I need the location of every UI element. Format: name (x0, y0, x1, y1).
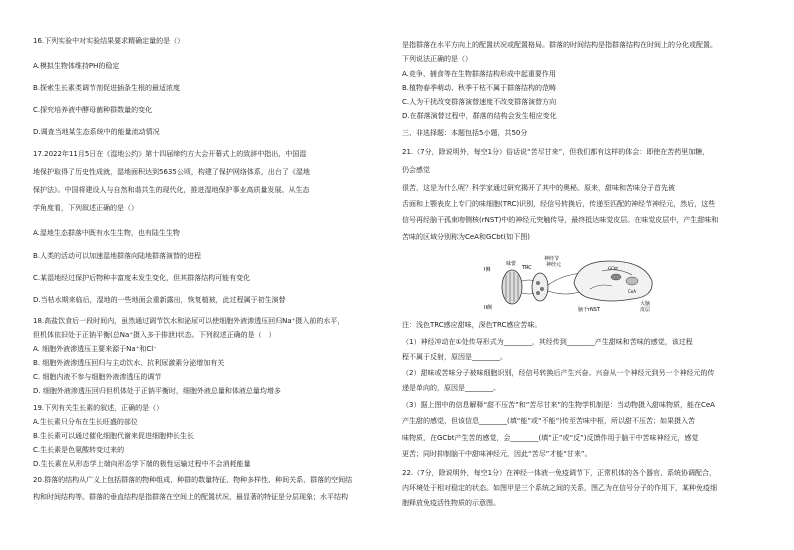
q21-part-1-cont: 程不属于反射，原因是________。 (402, 353, 507, 361)
q20-cont-line-2: 下列说法正确的是（） (402, 55, 472, 63)
q21-figure-note: 注：浅色TRC感应甜味，深色TRC感应苦味。 (402, 321, 542, 329)
q16-stem: 16.下列实验中对实验结果要求精确定量的是（） (33, 37, 185, 45)
q17-option-c: C.某湿地经过保护后物种丰富度未发生变化，但其群落结构可能有变化 (33, 274, 251, 282)
q18-stem-1: 18.高盐饮食后一段时间内，虽然通过调节饮水和泌尿可以使细胞外液渗透压回归Na⁺摄入前的水平， (33, 317, 345, 325)
q17-option-b: B.人类的活动可以加速湿地群落向陆地群落演替的进程 (33, 252, 202, 260)
q21-part-3-cont-3: 更苦；同时抑制脑干中甜味神经元，因此“苦尽”才能“甘来”。 (402, 450, 592, 458)
q17-stem-1: 17.2022年11月5日在《湿地公约》第十四届缔约方大会开幕式上的致辞中指出，中国湿 (33, 150, 307, 158)
ganglion-shape (532, 273, 548, 301)
cea-region (626, 277, 638, 285)
q22-line-3: 胞释放免疫活性物质的示意图。 (402, 499, 500, 507)
taste-pathway-svg (482, 253, 662, 315)
q21-line-5: 信号再经脑干孤束吻侧核(rNST)中的神经元突触传导，最终抵达味觉皮层。在味觉皮层中，产生甜味和 (402, 216, 719, 224)
q19-option-d: D.生长素在从形态学上端向形态学下端的极性运输过程中不会消耗能量 (33, 460, 251, 468)
q17-stem-2: 地保护取得了历史性成就，湿地面积达到5635公顷，构建了保护网络体系，出台了《湿地 (33, 168, 310, 176)
q20-option-b: B.植物春季萌动、秋季干枯不属于群落结构的范畴 (402, 84, 557, 92)
q18-option-d: D. 细胞外液渗透压回归但机体处于正钠平衡时，细胞外液总量和体液总量均增多 (33, 387, 281, 395)
q21-line-4: 舌面和上颚表皮上专门的味细胞(TRC)识别，经信号转换后，传递至匹配的神经节神经元，然后，这些 (402, 200, 716, 208)
q18-option-a: A. 细胞外液渗透压主要来源于Na⁺和Cl⁻ (33, 345, 157, 353)
q17-stem-4: 学角度看，下列叙述正确的是（） (33, 204, 138, 212)
gcbt-region (611, 274, 621, 280)
q21-part-1: （1）神经冲动在①处传导形式为________，其经传到________产生甜味和苦味的感觉，该过程 (402, 338, 693, 346)
q22-line-2: 内环境处于相对稳定的状态。如图甲是三个系统之间的关系，图乙为在信号分子的作用下，某种免疫细 (402, 484, 717, 492)
q21-line-3: 很苦，这是为什么呢？科学家通过研究揭开了其中的奥秘。原来，甜味和苦味分子首先被 (402, 184, 675, 192)
q18-option-c: C. 细胞内液不参与细胞外液渗透压的调节 (33, 373, 162, 381)
q17-option-d: D.当枯水期来临后，湿地的一些地面会重新露出，恢复植被，此过程属于初生演替 (33, 296, 286, 304)
q17-option-a: A.湿地生态群落中既有水生生物，也有陆生生物 (33, 229, 180, 237)
taste-pathway-diagram (482, 253, 662, 315)
q21-part-3-cont-2: 味物质，在GCbt产生苦的感觉，会________(填“正”或“反”)反馈作用于脑干中苦味神经元，感觉 (402, 434, 699, 442)
q16-option-b: B.探索生长素类调节剂促进插条生根的最适浓度 (33, 84, 181, 92)
fig-label-ganglion: 神经节 (544, 256, 560, 262)
q21-line-1: 21.（7分，除说明外，每空1分）俗话说“苦尽甘来”，但我们都有这样的体会：即使在苦药里加糖， (402, 148, 710, 156)
q20-stem-2: 构和时间结构等。群落的垂直结构是指群落在空间上的配置状况，最显著的特征是分层现象；水平结构 (33, 493, 348, 501)
fig-label-rnst: 脑干rNST (578, 307, 601, 313)
q21-part-2: （2）甜味或苦味分子被味细胞识别，经信号转换后产生兴奋。兴奋从一个神经元到另一个神经元的传 (402, 369, 715, 377)
fig-label-cea: CeA (628, 289, 636, 294)
fig-label-side-1: I侧 (484, 267, 491, 273)
q21-line-6: 苦味的区域分别称为CeA和GCbt(如下图) (402, 233, 530, 241)
q21-part-3: （3）据上图中的信息解释“甜不压苦”和“苦尽甘来”的生物学机制是：当动物摄入甜味物质，能在CeA (402, 401, 715, 409)
q21-part-2-cont: 递是单向的，原因是________。 (402, 384, 500, 392)
fig-label-neuron: 神经元 (546, 262, 562, 268)
q20-option-a: A.竞争、捕食等在生物群落结构形成中起重要作用 (402, 70, 556, 78)
fig-label-cortex-1: 大脑 (640, 301, 651, 307)
q18-stem-2: 但机体依旧处于正钠平衡(总Na⁺摄入多于排泄)状态。下列叙述正确的是（ ） (33, 331, 276, 339)
q22-line-1: 22.（7分，除说明外，每空1分）在神经一体液一免疫调节下，正常机体的各个器官、系统协调配合， (402, 469, 717, 477)
fig-label-trc: TRC (522, 265, 532, 271)
q19-option-c: C.生长素是色氨酸转变过来的 (33, 446, 125, 454)
section-3-heading: 三、非选择题：本题包括5小题，共50分 (402, 129, 528, 137)
q16-option-c: C.探究培养液中酵母菌种群数量的变化 (33, 106, 153, 114)
q18-option-b: B. 细胞外液渗透压回归与主动饮水、抗利尿激素分泌增加有关 (33, 359, 225, 367)
q19-option-b: B.生长素可以通过催化细胞代谢来促进细胞伸长生长 (33, 432, 195, 440)
q19-option-a: A.生长素只分布在生长旺盛的部位 (33, 418, 138, 426)
q20-option-c: C.人为干扰改变群落演替速度不改变群落演替方向 (402, 98, 557, 106)
q17-stem-3: 保护法》。中国将建设人与自然和谐共生的现代化，推进湿地保护事业高质量发展。从生态 (33, 186, 310, 194)
q20-cont-line-1: 是指群落在水平方向上的配置状况或配置格局。群落的时间结构是指群落结构在时间上的分化或配置。 (402, 41, 717, 49)
fig-label-gcbt: GCbt (608, 266, 618, 271)
q21-line-2: 仍会感觉 (402, 166, 430, 174)
q16-option-a: A.模拟生物体维持PH的稳定 (33, 62, 120, 70)
q16-option-d: D.调查当地某生态系统中的能量流动情况 (33, 128, 160, 136)
fig-label-taste-bud: 味蕾 (506, 261, 517, 267)
q20-option-d: D.在群落演替过程中，群落的结构会发生相应变化 (402, 112, 557, 120)
q19-stem: 19.下列有关生长素的叙述，正确的是（） (33, 404, 164, 412)
fig-label-side-2: II侧 (484, 305, 492, 311)
q20-stem-1: 20.群落的结构从广义上包括群落的物种组成、种群的数量特征、物种多样性、种间关系、群落的空间结 (33, 476, 353, 484)
taste-bud-shape (502, 270, 522, 304)
fig-label-cortex-2: 皮层 (640, 307, 651, 313)
q21-part-3-cont-1: 产生甜的感觉，但该信息________(填“能”或“不能”)传至苦味中枢，所以甜不压苦；如果摄入苦 (402, 417, 695, 425)
